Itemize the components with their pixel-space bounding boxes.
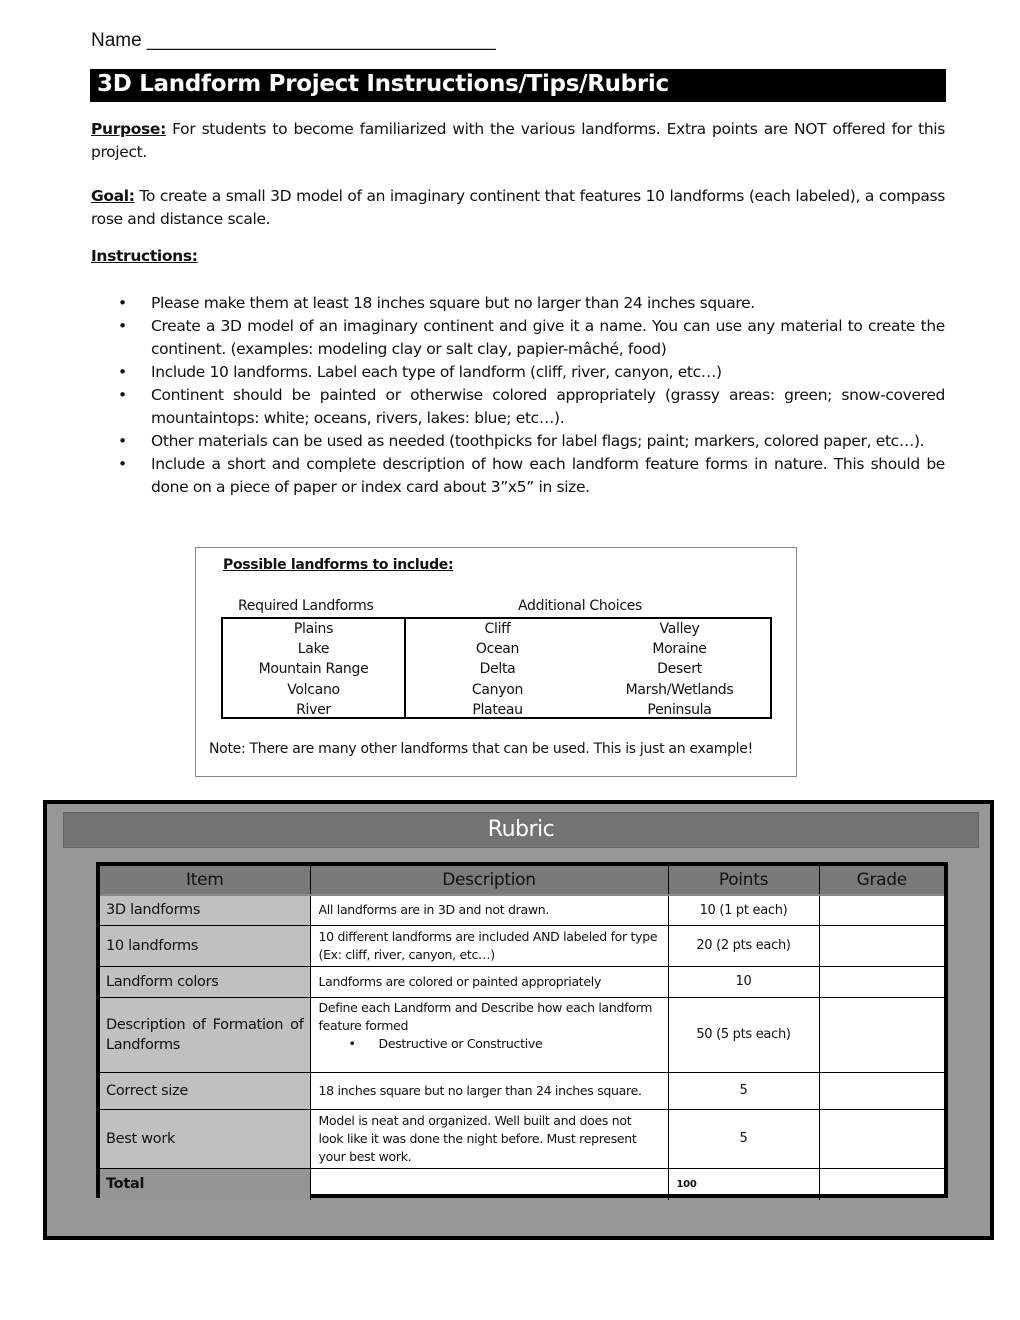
column-header-item: Item [100,866,310,895]
rubric-grade-cell[interactable] [819,966,944,997]
additional-column-2 [589,619,770,717]
rubric-description: Landforms are colored or painted appropriately [310,966,668,997]
purpose-paragraph [91,118,945,164]
rubric-section [43,800,994,1240]
additional-choices-header: Additional Choices [518,598,643,614]
rubric-item: Description of Formation of Landforms [100,997,310,1072]
instruction-item: • Create a 3D model of an imaginary continent and give it a name. You can use any material to create the continent. (examples: modeling clay or salt clay, papier-mâché, food) [91,315,945,361]
goal-label: Goal: [91,187,135,205]
landform-cell: River [296,701,331,718]
rubric-item: Best work [100,1109,310,1168]
rubric-description-text: Define each Landform and Describe how each landform feature formed [318,999,653,1033]
rubric-item: 10 landforms [100,925,310,966]
landform-cell: Plains [293,621,334,637]
total-grade-cell[interactable] [819,1168,944,1200]
rubric-points: 20 (2 pts each) [668,925,819,966]
rubric-points: 50 (5 pts each) [668,997,819,1072]
rubric-item: Correct size [100,1072,310,1109]
rubric-item: 3D landforms [100,895,310,925]
table-row [100,925,944,966]
rubric-table [100,866,944,1200]
page-title: 3D Landform Project Instructions/Tips/Rubric [90,69,946,102]
rubric-description: Model is neat and organized. Well built and does not look like it was done the night before. Must represent your best work. [310,1109,668,1168]
rubric-header-row [100,866,944,895]
landform-cell: Volcano [287,681,340,698]
total-description [310,1168,668,1200]
landform-cell: Marsh/Wetlands [625,681,734,698]
name-field[interactable]: Name _________________________________ [91,30,496,51]
rubric-grade-cell[interactable] [819,895,944,925]
landform-cell: Canyon [471,681,524,698]
rubric-points: 10 (1 pt each) [668,895,819,925]
landform-cell: Mountain Range [258,661,369,678]
instruction-item: • Include 10 landforms. Label each type of landform (cliff, river, canyon, etc…) [91,361,945,384]
column-header-grade: Grade [819,866,944,895]
instructions-list [91,292,945,499]
total-row [100,1168,944,1200]
instruction-item: • Other materials can be used as needed (toothpicks for label flags; paint; markers, colored paper, etc…). [91,430,945,453]
goal-paragraph [91,185,945,231]
landforms-box-title: Possible landforms to include: [223,557,454,573]
goal-text: To create a small 3D model of an imaginary continent that features 10 landforms (each labeled), a compass rose and distance scale. [91,187,945,228]
instruction-item: • Include a short and complete description of how each landform feature forms in nature. This should be done on a piece of paper or index card about 3”x5” in size. [91,453,945,499]
landform-cell: Lake [297,641,330,658]
rubric-points: 10 [668,966,819,997]
table-row [100,1072,944,1109]
instructions-heading: Instructions: [91,247,198,265]
landform-cell: Delta [479,661,516,678]
column-header-description: Description [310,866,668,895]
rubric-description: All landforms are in 3D and not drawn. [310,895,668,925]
purpose-text: For students to become familiarized with the various landforms. Extra points are NOT offered for this project. [91,120,945,161]
landform-cell: Plateau [472,701,523,718]
rubric-grade-cell[interactable] [819,1109,944,1168]
rubric-description: 18 inches square but no larger than 24 inches square. [310,1072,668,1109]
instruction-item: • Continent should be painted or otherwise colored appropriately (grassy areas: green; snow-covered mountaintops: white; oceans, rivers, lakes: blue; etc…). [91,384,945,430]
table-row [100,997,944,1072]
landforms-note: Note: There are many other landforms that can be used. This is just an example! [209,741,753,757]
table-row [100,1109,944,1168]
rubric-points: 5 [668,1072,819,1109]
rubric-table-frame [96,862,948,1198]
possible-landforms-box [195,547,797,777]
instruction-item: • Please make them at least 18 inches square but no larger than 24 inches square. [91,292,945,315]
additional-column-1 [406,619,589,717]
required-column [223,619,406,717]
landform-cell: Ocean [475,641,520,658]
required-landforms-header: Required Landforms [238,598,374,614]
rubric-sub-bullet: • Destructive or Constructive [319,1035,660,1053]
rubric-description [310,997,668,1072]
landform-cell: Moraine [652,641,707,658]
landforms-table [221,617,772,719]
rubric-grade-cell[interactable] [819,997,944,1072]
landform-cell: Cliff [484,621,511,637]
rubric-grade-cell[interactable] [819,925,944,966]
rubric-description: 10 different landforms are included AND labeled for type (Ex: cliff, river, canyon, etc…) [310,925,668,966]
rubric-points: 5 [668,1109,819,1168]
total-points: 100 [668,1168,819,1200]
rubric-title: Rubric [63,812,979,848]
landform-cell: Valley [659,621,700,637]
rubric-item: Landform colors [100,966,310,997]
total-label: Total [100,1168,310,1200]
landform-cell: Desert [657,661,702,678]
landform-cell: Peninsula [647,701,712,718]
rubric-grade-cell[interactable] [819,1072,944,1109]
column-header-points: Points [668,866,819,895]
table-row [100,966,944,997]
table-row [100,895,944,925]
purpose-label: Purpose: [91,120,166,138]
